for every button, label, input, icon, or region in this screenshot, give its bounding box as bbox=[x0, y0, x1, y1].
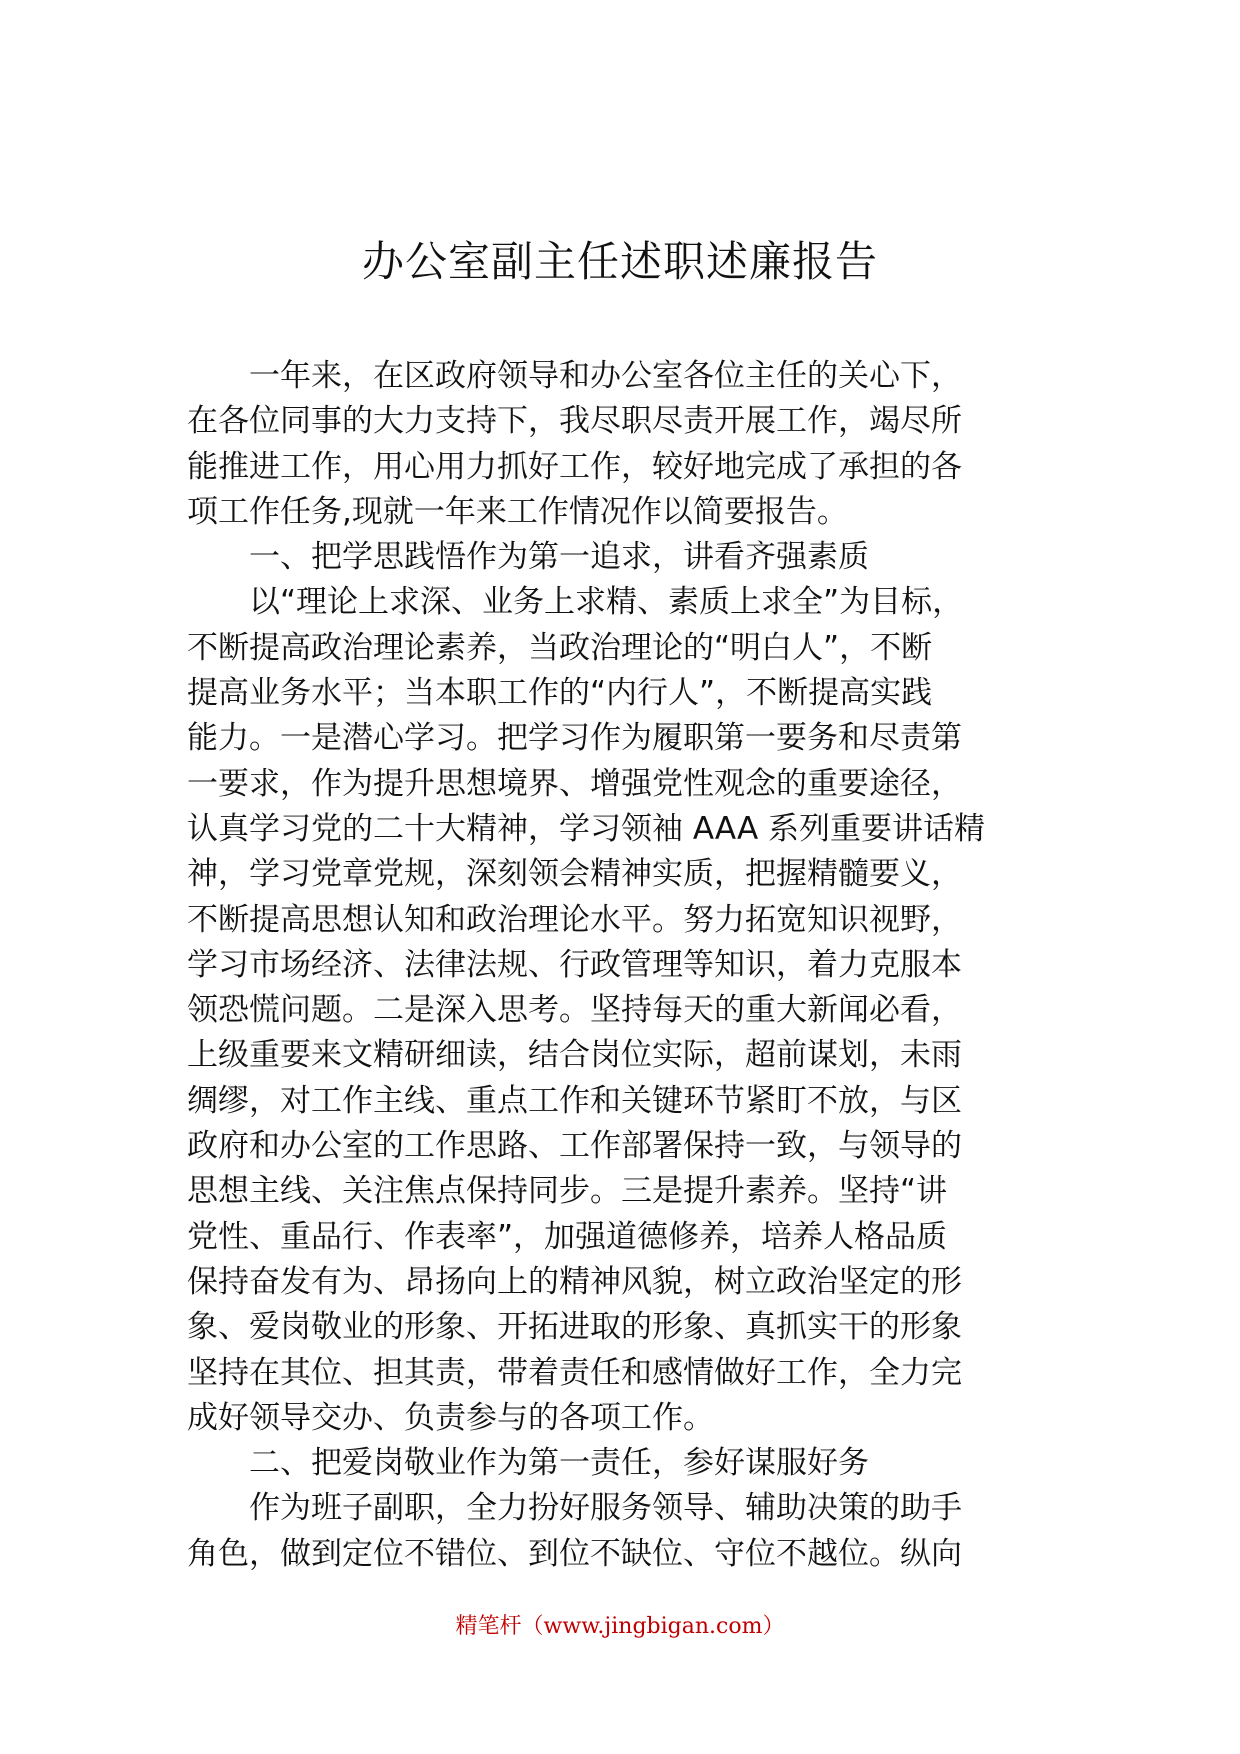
footer-watermark-link[interactable]: 精笔杆（www.jingbigan.com） bbox=[455, 1614, 785, 1639]
body-line: 象、爱岗敬业的形象、开拓进取的形象、真抓实干的形象 bbox=[187, 1309, 962, 1346]
body-line: 角色，做到定位不错位、到位不缺位、守位不越位。纵向 bbox=[187, 1535, 962, 1572]
body-line: 一年来，在区政府领导和办公室各位主任的关心下， bbox=[187, 358, 962, 394]
body-line: 党性、重品行、作表率”，加强道德修养，培养人格品质 bbox=[187, 1218, 948, 1255]
body-line: 不断提高思想认知和政治理论水平。努力拓宽知识视野， bbox=[187, 901, 962, 938]
body-line: 一要求，作为提升思想境界、增强党性观念的重要途径， bbox=[187, 765, 962, 802]
body-line: 不断提高政治理论素养，当政治理论的“明白人”，不断 bbox=[187, 629, 933, 666]
body-line: 能力。一是潜心学习。把学习作为履职第一要务和尽责第 bbox=[187, 720, 962, 757]
section-heading-2: 二、把爱岗敬业作为第一责任，参好谋服好务 bbox=[187, 1445, 869, 1482]
body-line: 认真学习党的二十大精神，学习领袖 AAA 系列重要讲话精 bbox=[187, 810, 986, 847]
body-line: 学习市场经济、法律法规、行政管理等知识，着力克服本 bbox=[187, 946, 962, 983]
body-line: 以“理论上求深、业务上求精、素质上求全”为目标， bbox=[187, 584, 964, 621]
body-line: 提高业务水平；当本职工作的“内行人”，不断提高实践 bbox=[187, 675, 933, 712]
body-line: 领恐慌问题。二是深入思考。坚持每天的重大新闻必看， bbox=[187, 992, 962, 1029]
document-title: 办公室副主任述职述廉报告 bbox=[361, 237, 878, 286]
body-line: 政府和办公室的工作思路、工作部署保持一致，与领导的 bbox=[187, 1128, 962, 1165]
body-line: 上级重要来文精研细读，结合岗位实际，超前谋划，未雨 bbox=[187, 1037, 962, 1074]
section-heading-1: 一、把学思践悟作为第一追求，讲看齐强素质 bbox=[187, 539, 869, 576]
body-line: 项工作任务,现就一年来工作情况作以简要报告。 bbox=[187, 493, 848, 530]
body-line: 作为班子副职，全力扮好服务领导、辅助决策的助手 bbox=[187, 1490, 962, 1527]
body-line: 能推进工作，用心用力抓好工作，较好地完成了承担的各 bbox=[187, 448, 962, 485]
body-line: 在各位同事的大力支持下，我尽职尽责开展工作，竭尽所 bbox=[187, 403, 962, 440]
body-line: 成好领导交办、负责参与的各项工作。 bbox=[187, 1399, 714, 1436]
body-line: 保持奋发有为、昂扬向上的精神风貌，树立政治坚定的形 bbox=[187, 1263, 962, 1300]
body-line: 思想主线、关注焦点保持同步。三是提升素养。坚持“讲 bbox=[187, 1173, 948, 1210]
body-line: 神，学习党章党规，深刻领会精神实质，把握精髓要义， bbox=[187, 856, 962, 893]
body-line: 绸缪，对工作主线、重点工作和关键环节紧盯不放，与区 bbox=[187, 1082, 962, 1119]
document-body bbox=[187, 354, 1067, 1577]
body-line: 坚持在其位、担其责，带着责任和感情做好工作，全力完 bbox=[187, 1354, 962, 1391]
